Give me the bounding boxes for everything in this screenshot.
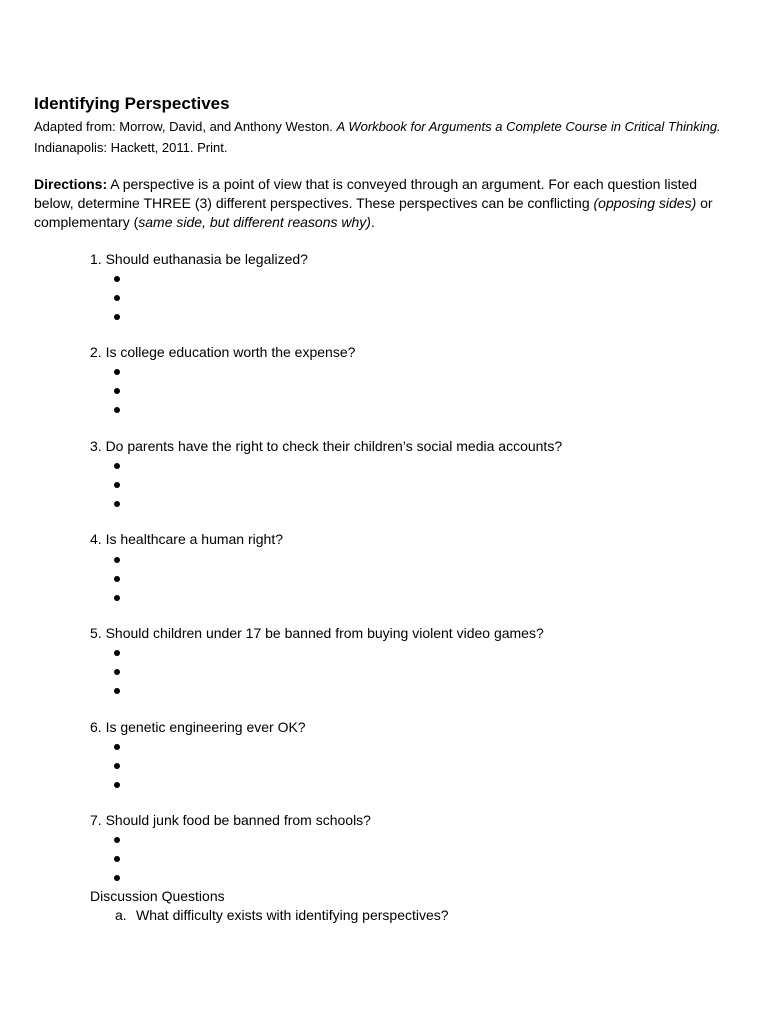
directions-paragraph bbox=[34, 175, 734, 232]
directions-text-1: A perspective is a point of view that is conveyed through an argument. For each question listed below, determine THREE (3) different perspectives. These perspectives can be conflicting bbox=[34, 176, 698, 211]
discussion-heading: Discussion Questions bbox=[90, 888, 225, 904]
directions-text-3: . bbox=[370, 214, 375, 230]
question-2: 2. Is college education worth the expense? bbox=[90, 344, 356, 360]
citation-prefix: Adapted from: Morrow, David, and Anthony Weston. bbox=[34, 119, 337, 134]
question-4: 4. Is healthcare a human right? bbox=[90, 531, 284, 547]
discussion-item bbox=[115, 907, 449, 923]
question-5: 5. Should children under 17 be banned from buying violent video games? bbox=[90, 625, 544, 641]
page-title: Identifying Perspectives bbox=[34, 94, 230, 113]
directions-italic-2: same side, but different reasons why) bbox=[138, 214, 371, 230]
source-citation bbox=[34, 116, 734, 158]
question-3: 3. Do parents have the right to check their children’s social media accounts? bbox=[90, 438, 563, 454]
directions-label: Directions: bbox=[34, 176, 108, 192]
citation-publisher: Indianapolis: Hackett, 2011. Print. bbox=[34, 140, 228, 155]
directions-text-2: or complementary ( bbox=[34, 195, 713, 230]
discussion-item-text: What difficulty exists with identifying perspectives? bbox=[136, 907, 449, 923]
question-1: 1. Should euthanasia be legalized? bbox=[90, 251, 308, 267]
citation-book-title: A Workbook for Arguments a Complete Course in Critical Thinking. bbox=[336, 119, 721, 134]
question-6: 6. Is genetic engineering ever OK? bbox=[90, 719, 306, 735]
directions-italic-1: (opposing sides) bbox=[593, 195, 697, 211]
question-7: 7. Should junk food be banned from schools? bbox=[90, 812, 371, 828]
discussion-item-letter: a. bbox=[115, 907, 127, 923]
